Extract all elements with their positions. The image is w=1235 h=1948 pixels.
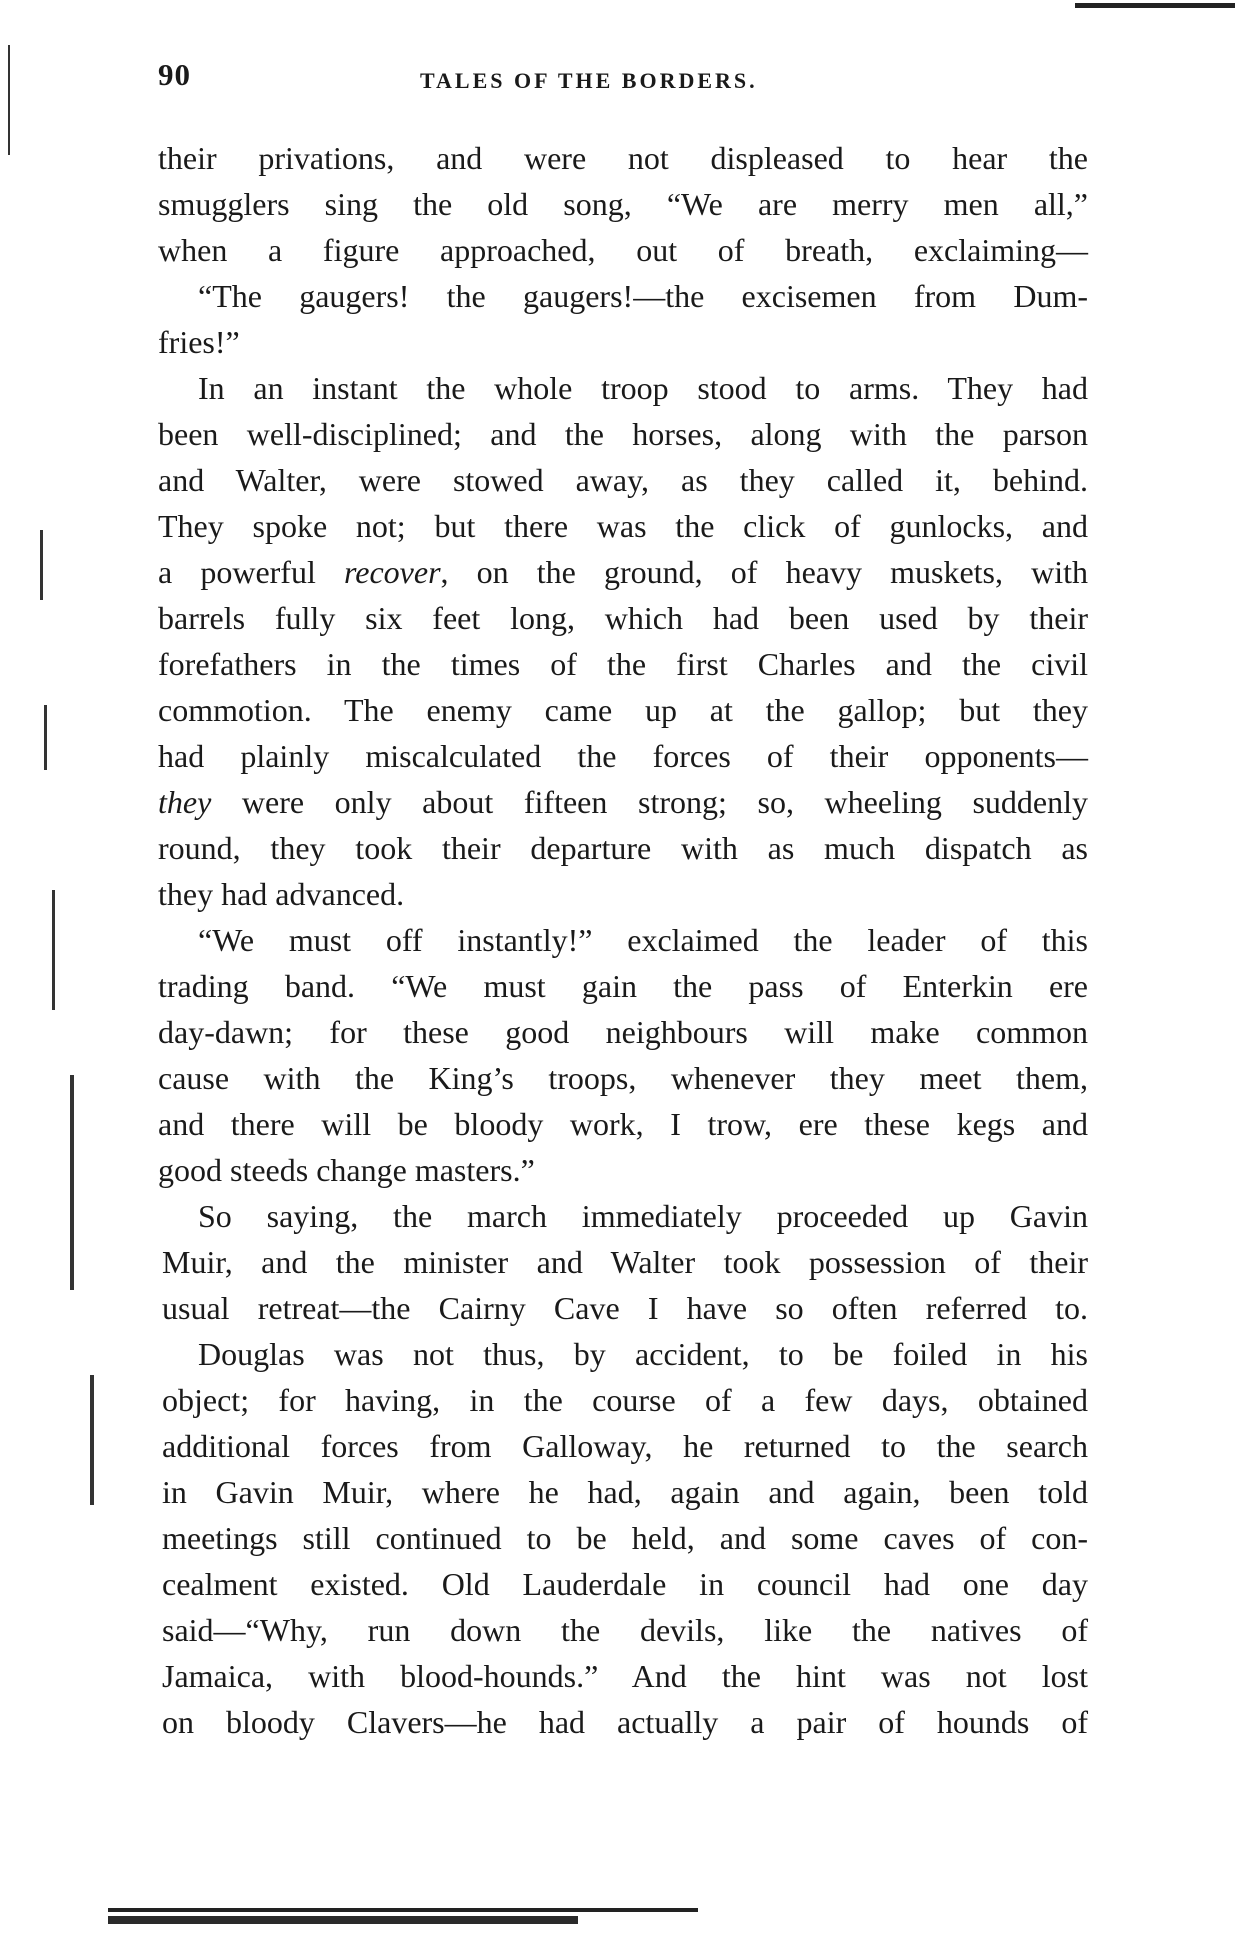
- text-line: forefathers in the times of the first Charles and the civil: [158, 646, 1088, 682]
- text-line: barrels fully six feet long, which had been used by their: [158, 600, 1088, 636]
- text-line: commotion. The enemy came up at the gallop; but they: [158, 692, 1088, 728]
- text-line: on bloody Clavers—he had actually a pair of hounds of: [162, 1704, 1088, 1740]
- text-line: meetings still continued to be held, and some caves of con-: [162, 1520, 1088, 1556]
- bottom-edge-rule: [108, 1908, 698, 1912]
- text-line: in Gavin Muir, where he had, again and again, been told: [162, 1474, 1088, 1510]
- binding-mark: [44, 705, 47, 770]
- text-line: cause with the King’s troops, whenever they meet them,: [158, 1060, 1088, 1096]
- text-segment: were only about fifteen strong; so, wheeling suddenly: [211, 784, 1088, 820]
- text-line: and Walter, were stowed away, as they called it, behind.: [158, 462, 1088, 498]
- text-line: additional forces from Galloway, he returned to the search: [162, 1428, 1088, 1464]
- text-line: [158, 779, 1088, 825]
- binding-mark: [8, 45, 10, 155]
- text-line: they had advanced.: [158, 876, 405, 912]
- text-line: object; for having, in the course of a few days, obtained: [162, 1382, 1088, 1418]
- text-line: fries!”: [158, 324, 240, 360]
- page-number: 90: [158, 57, 191, 92]
- text-line: So saying, the march immediately proceeded up Gavin: [198, 1198, 1088, 1234]
- text-line: smugglers sing the old song, “We are merry men all,”: [158, 186, 1088, 222]
- binding-mark: [52, 890, 55, 1010]
- binding-mark: [70, 1075, 74, 1290]
- text-line: usual retreat—the Cairny Cave I have so often referred to.: [162, 1290, 1088, 1326]
- text-line: when a figure approached, out of breath, exclaiming—: [158, 232, 1088, 268]
- binding-mark: [40, 530, 43, 600]
- text-line: They spoke not; but there was the click of gunlocks, and: [158, 508, 1088, 544]
- text-line: Jamaica, with blood-hounds.” And the hint was not lost: [162, 1658, 1088, 1694]
- text-line: day-dawn; for these good neighbours will make common: [158, 1014, 1088, 1050]
- text-line: Douglas was not thus, by accident, to be foiled in his: [198, 1336, 1088, 1372]
- italic-word: recover: [343, 554, 441, 590]
- running-head: TALES OF THE BORDERS.: [420, 68, 758, 93]
- text-line: [158, 549, 1088, 595]
- italic-word: they: [158, 784, 212, 820]
- text-segment: a powerful: [158, 554, 344, 590]
- text-line: Muir, and the minister and Walter took possession of their: [162, 1244, 1088, 1280]
- text-line: trading band. “We must gain the pass of Enterkin ere: [158, 968, 1088, 1004]
- text-line: “We must off instantly!” exclaimed the leader of this: [198, 922, 1088, 958]
- top-edge-rule: [1075, 3, 1235, 8]
- body-text: [158, 135, 1088, 1745]
- text-line: good steeds change masters.”: [158, 1152, 535, 1188]
- text-line: cealment existed. Old Lauderdale in council had one day: [162, 1566, 1088, 1602]
- text-segment: , on the ground, of heavy muskets, with: [440, 554, 1089, 590]
- text-line: In an instant the whole troop stood to arms. They had: [198, 370, 1088, 406]
- text-line: been well-disciplined; and the horses, along with the parson: [158, 416, 1088, 452]
- binding-mark: [90, 1375, 94, 1505]
- text-line: “The gaugers! the gaugers!—the excisemen from Dum-: [198, 278, 1088, 314]
- text-line: said—“Why, run down the devils, like the natives of: [162, 1612, 1088, 1648]
- bottom-edge-rule: [108, 1916, 578, 1924]
- text-line: and there will be bloody work, I trow, ere these kegs and: [158, 1106, 1088, 1142]
- text-line: had plainly miscalculated the forces of their opponents—: [158, 738, 1088, 774]
- text-line: their privations, and were not displeased to hear the: [158, 140, 1088, 176]
- text-line: round, they took their departure with as much dispatch as: [158, 830, 1088, 866]
